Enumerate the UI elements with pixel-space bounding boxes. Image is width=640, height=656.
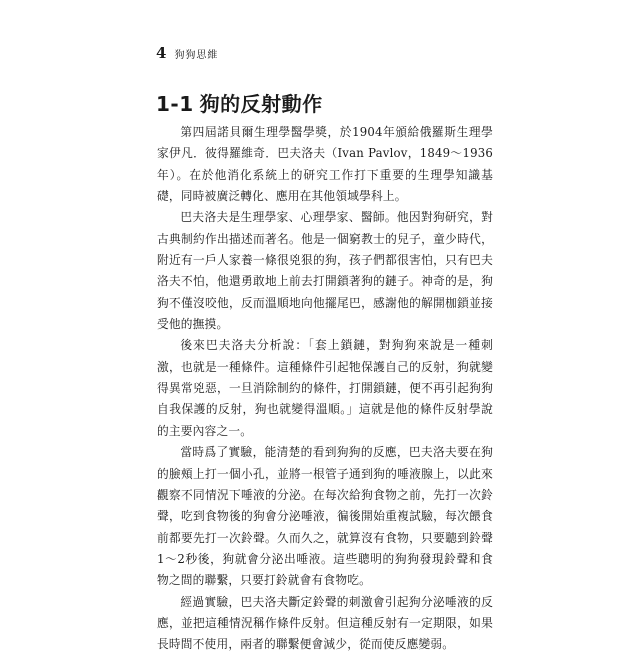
paragraph-5: 經過實驗，巴夫洛夫斷定鈴聲的刺激會引起狗分泌唾液的反應，並把這種情況稱作條件反射。但這種反射有一定期限，如果長時間不使用，兩者的聯繫便會減少，從而使反應變弱。 [157,594,493,652]
paragraph-4: 當時爲了實驗，能清楚的看到狗狗的反應，巴夫洛夫要在狗的臉頰上打一個小孔，並將一根管子通到狗的唾液腺上，以此來觀察不同情況下唾液的分泌。在每次給狗食物之前，先打一次鈴聲，吃到食物後的狗會分泌唾液，徧後開始重複試驗，每次餵食前都要先打一次鈴聲。久而久之，就算沒有食物，只要聽到鈴聲1～2秒後，狗就會分泌出唾液。這些聰明的狗狗發現鈴聲和食物之間的聯繫，只要打鈴就會有食物吃。 [157,445,493,588]
book-title: 狗狗思維 [174,50,219,61]
page-number: 4 [156,44,167,62]
chapter-heading [156,88,323,117]
running-head [156,44,218,62]
paragraph-3: 後來巴夫洛夫分析說：「套上鎖鏈，對狗狗來說是一種刺激，也就是一種條件。這種條件引起牠保護自己的反射，狗就變得異常兇惡，一旦消除制約的條件，打開鎖鏈，便不再引起狗狗自我保護的反射，狗也就變得溫順。」這就是他的條件反射學說的主要內容之一。 [157,338,493,438]
body-text [157,122,493,656]
chapter-title: 狗的反射動作 [199,92,323,116]
chapter-number: 1-1 [156,92,194,116]
paragraph-2: 巴夫洛夫是生理學家、心理學家、醫師。他因對狗研究，對古典制約作出描述而著名。他是一個窮教士的兒子，童少時代，附近有一戶人家養一條很兇狠的狗，孩子們都很害怕，只有巴夫洛夫不怕，他還勇敢地上前去打開鎖著狗的鏈子。神奇的是，狗狗不僅沒咬他，反而溫順地向他擺尾巴，感謝他的解開枷鎖並接受他的撫摸。 [157,210,493,332]
paragraph-1: 第四屆諾貝爾生理學醫學獎，於1904年頒給俄羅斯生理學家伊凡．彼得羅維奇．巴夫洛夫（Ivan Pavlov，1849～1936年）。在於他消化系統上的研究工作打下重要的生理學知識基礎，同時被廣泛轉化、應用在其他領域學科上。 [157,125,493,204]
